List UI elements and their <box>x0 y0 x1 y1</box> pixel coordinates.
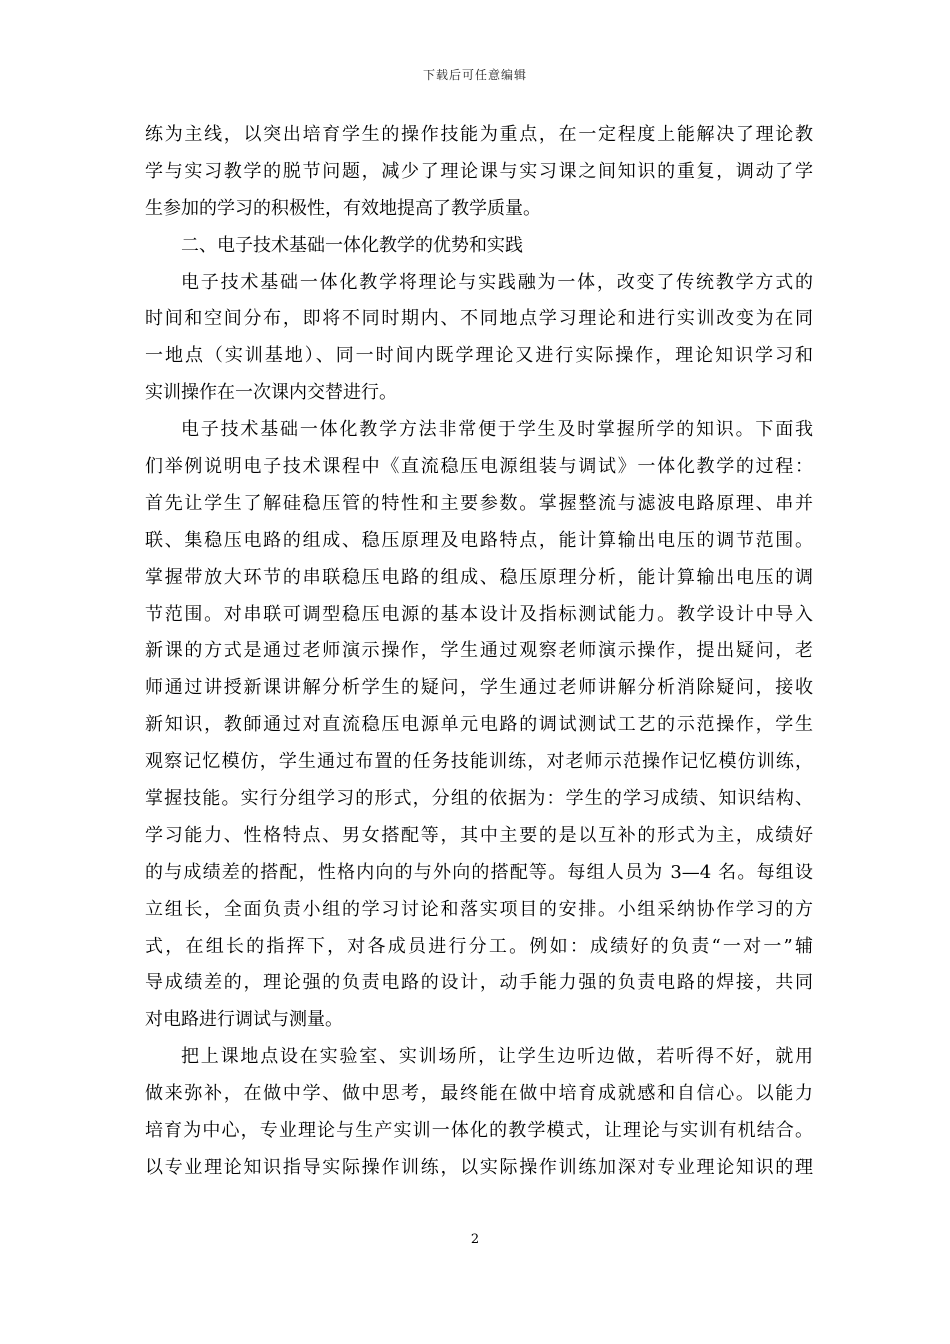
text-line: 生参加的学习的积极性，有效地提高了教学质量。 <box>145 197 541 219</box>
text-line: 练为主线，以突出培育学生的操作技能为重点，在一定程度上能解决了理论教 <box>145 124 813 145</box>
document-body <box>145 117 813 1187</box>
text-line: 们举例说明电子技术课程中《直流稳压电源组装与调试》一体化教学的过程： <box>145 456 813 478</box>
paragraph <box>145 228 813 265</box>
paragraph <box>145 265 813 413</box>
text-line: 电子技术基础一体化教学将理论与实践融为一体，改变了传统教学方式的 <box>181 271 813 293</box>
page-header: 下载后可任意编辑 <box>422 68 527 82</box>
page-number: 2 <box>470 1232 480 1247</box>
text-line: 一地点（实训基地）、同一时间内既学理论又进行实际操作，理论知识学习和 <box>145 345 813 367</box>
text-line: 新知识，教師通过对直流稳压电源单元电路的调试测试工艺的示范操作，学生 <box>145 714 813 736</box>
text-line: 立组长，全面负责小组的学习讨论和落实项目的安排。小组采纳协作学习的方 <box>145 898 813 920</box>
paragraph <box>145 1039 813 1187</box>
text-line: 时间和空间分布，即将不同时期内、不同地点学习理论和进行实训改变为在同 <box>145 308 813 330</box>
text-line: 二、电子技术基础一体化教学的优势和实践 <box>181 234 523 256</box>
text-line: 把上课地点设在实验室、实训场所，让学生边听边做，若听得不好，就用 <box>181 1046 813 1068</box>
text-line: 导成绩差的，理论强的负责电路的设计，动手能力强的负责电路的焊接，共同 <box>145 972 813 994</box>
text-line: 节范围。对串联可调型稳压电源的基本设计及指标测试能力。教学设计中导入 <box>145 603 813 625</box>
text-line: 以专业理论知识指导实际操作训练，以实际操作训练加深对专业理论知识的理 <box>145 1156 813 1178</box>
text-line: 学习能力、性格特点、男女搭配等，其中主要的是以互补的形式为主，成绩好 <box>145 824 813 846</box>
text-line: 电子技术基础一体化教学方法非常便于学生及时掌握所学的知识。下面我 <box>181 419 813 441</box>
text-line: 掌握技能。实行分组学习的形式，分组的依据为：学生的学习成绩、知识结构、 <box>145 788 813 810</box>
text-line: 联、集稳压电路的组成、稳压原理及电路特点，能计算输出电压的调节范围。 <box>145 529 813 551</box>
text-line: 首先让学生了解硅稳压管的特性和主要参数。掌握整流与滤波电路原理、串并 <box>145 492 813 514</box>
text-line: 实训操作在一次课内交替进行。 <box>145 382 397 404</box>
text-line: 对电路进行调试与测量。 <box>145 1009 343 1031</box>
text-line: 观察记忆模仿，学生通过布置的任务技能训练，对老师示范操作记忆模仿训练， <box>145 751 813 773</box>
text-line: 师通过讲授新课讲解分析学生的疑问，学生通过老师讲解分析消除疑问，接收 <box>145 677 813 699</box>
paragraph <box>145 117 813 228</box>
text-line: 培育为中心，专业理论与生产实训一体化的教学模式，让理论与实训有机结合。 <box>145 1120 813 1142</box>
text-line: 式，在组长的指挥下，对各成员进行分工。例如：成绩好的负责“一对一”辅 <box>145 935 813 957</box>
text-line: 做来弥补，在做中学、做中思考，最终能在做中培育成就感和自信心。以能力 <box>145 1083 813 1105</box>
text-line: 掌握带放大环节的串联稳压电路的组成、稳压原理分析，能计算输出电压的调 <box>145 566 813 588</box>
paragraph <box>145 412 813 1039</box>
text-line: 学与实习教学的脱节问题，减少了理论课与实习课之间知识的重复，调动了学 <box>145 160 813 182</box>
text-line: 新课的方式是通过老师演示操作，学生通过观察老师演示操作，提出疑问，老 <box>145 640 813 662</box>
text-line: 的与成绩差的搭配，性格内向的与外向的搭配等。每组人员为 3—4 名。每组设 <box>145 861 813 883</box>
